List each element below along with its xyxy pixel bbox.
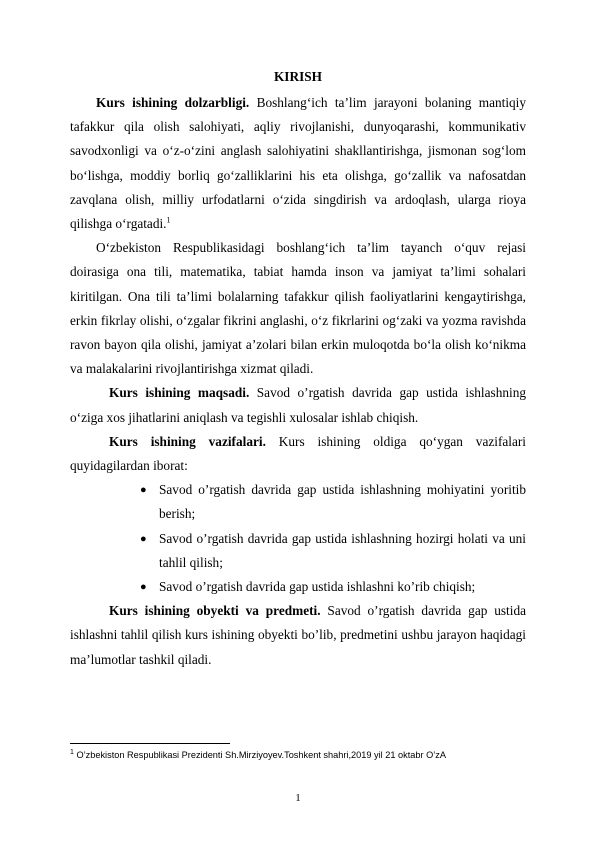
paragraph-text: Kurs ishining oldiga qo‘ygan vazifalari quyidagilardan iborat: <box>70 433 527 474</box>
paragraph-curriculum <box>70 236 526 381</box>
list-item-text: Savod o’rgatish davrida gap ustida ishlashni ko’rib chiqish; <box>159 579 476 595</box>
paragraph-text: Boshlang‘ich ta’lim jarayoni bolaning mantiqiy tafakkur qila olish salohiyati, aqliy rivojlanishi, dunyoqarashi, kommunikativ savodxonligi va o‘z-o‘zini anglash salohiyatini shakllantirishga, jismonan sog‘lom bo‘lishga, moddiy borliq go‘zalliklarini his eta olishga, go‘zallik va nafosatdan zavqlana olish, milliy urfodatlarni o‘zida singdirish va ardoqlash, ularga rioya qilishga o‘rgatadi. <box>70 95 527 232</box>
list-item-text: Savod o’rgatish davrida gap ustida ishlashning hozirgi holati va uni tahlil qilish; <box>159 530 526 570</box>
footnote-number: 1 <box>70 748 74 756</box>
paragraph-relevance <box>70 91 526 236</box>
page-title: KIRISH <box>273 69 323 84</box>
list-item <box>140 478 526 526</box>
paragraph-lead: Kurs ishining obyekti va predmeti. <box>109 603 321 619</box>
paragraph-lead: Kurs ishining dolzarbligi. <box>96 95 250 110</box>
paragraph-lead: Kurs ishining vazifalari. <box>109 433 266 449</box>
paragraph-goal <box>70 381 526 429</box>
paragraph-object <box>70 599 526 672</box>
bullet-icon: ● <box>140 532 147 545</box>
paragraph-text: Savod o’rgatish davrida gap ustida ishlashning o‘ziga xos jihatlarini aniqlash va tegishli xulosalar ishlab chiqish. <box>70 385 526 425</box>
list-item <box>140 527 526 575</box>
paragraph-text: Savod o’rgatish davrida gap ustida ishlashni tahlil qilish kurs ishining obyekti bo’lib, predmetini ushbu jarayon haqidagi ma’lumotlar tashkil qiladi. <box>70 603 526 667</box>
footnote-divider <box>70 743 230 744</box>
page-number: 1 <box>295 792 301 804</box>
footnote-reference[interactable]: 1 <box>166 215 171 225</box>
task-list <box>70 478 526 599</box>
footnote <box>70 749 530 761</box>
footnote-text: O’zbekiston Respublikasi Prezidenti Sh.Mirziyoyev.Toshkent shahri,2019 yil 21 oktabr O’zA <box>73 750 446 760</box>
bullet-icon: ● <box>140 484 147 497</box>
paragraph-lead: Kurs ishining maqsadi. <box>109 385 250 401</box>
paragraph-text: O‘zbekiston Respublikasidagi boshlang‘ich ta’lim tayanch o‘quv rejasi doirasiga ona tili, matematika, tabiat hamda inson va jamiyat ta’limi sohalari kiritilgan. Ona tili ta’limi bolalarning tafakkur qilish faoliyatlarini kengaytirishga, erkin fikrlay olishi, o‘zgalar fikrini anglashi, o‘z fikrlarini og‘zaki va yozma ravishda ravon bayon qila olishi, jamiyat a’zolari bilan erkin muloqotda bo‘la olish ko‘nikma va malakalarini rivojlantirishga xizmat qiladi. <box>70 240 526 377</box>
list-item <box>140 575 526 599</box>
list-item-text: Savod o’rgatish davrida gap ustida ishlashning mohiyatini yoritib berish; <box>159 482 526 522</box>
paragraph-tasks <box>70 430 526 478</box>
document-body <box>70 91 526 672</box>
bullet-icon: ● <box>140 581 147 594</box>
